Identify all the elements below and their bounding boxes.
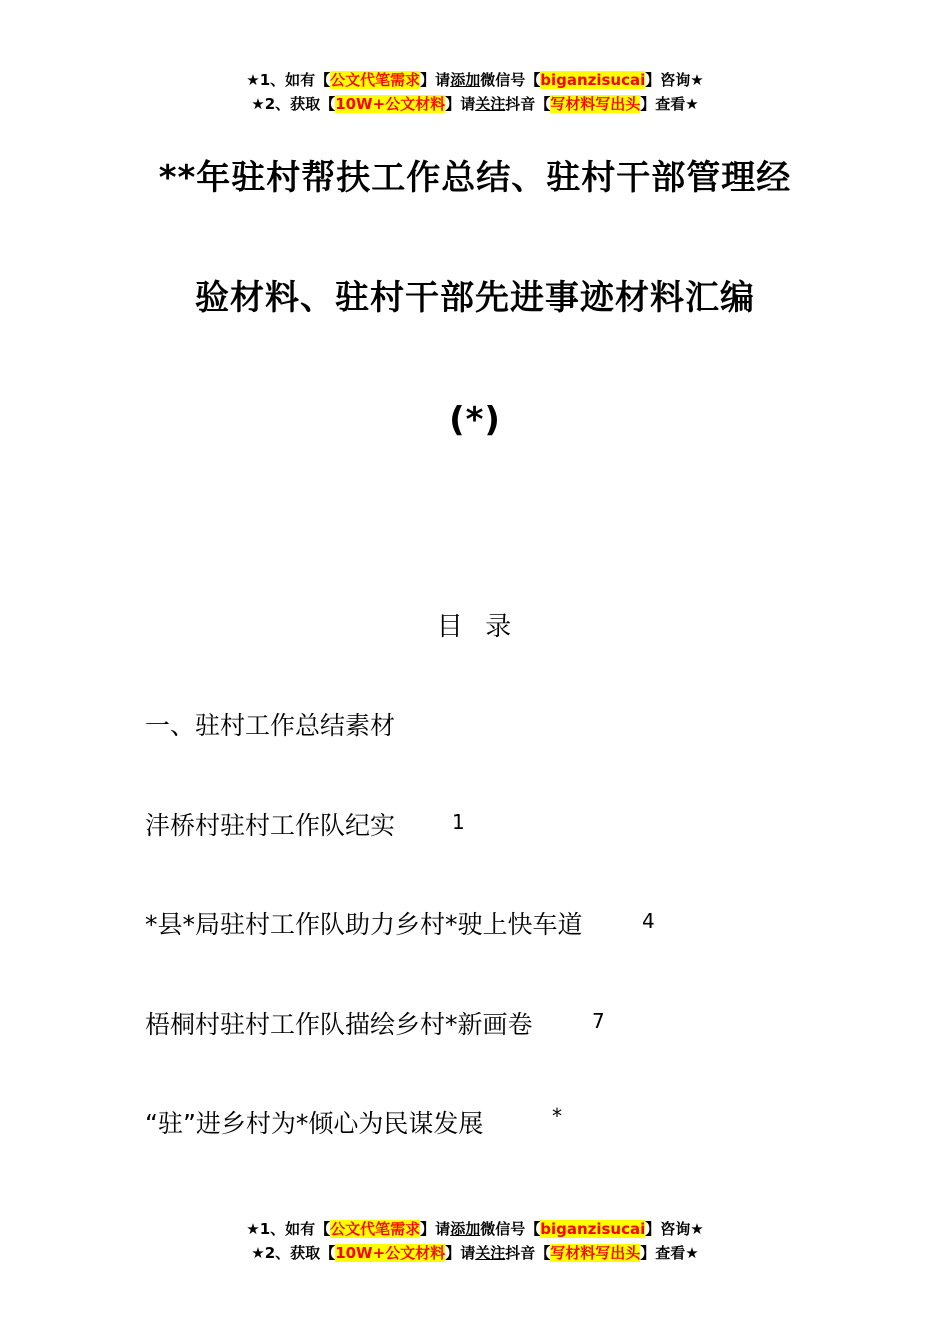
toc-item-title: *县*局驻村工作队助力乡村*驶上快车道 (145, 910, 583, 939)
banner-text: 】请 (420, 1220, 451, 1238)
toc-item-title: 沣桥村驻村工作队纪实 (145, 811, 396, 840)
toc-section-heading: 一、驻村工作总结素材 (145, 711, 396, 740)
toc-item-page: 4 (642, 909, 655, 933)
banner-underline: 添加 (450, 71, 481, 89)
document-title-line-2: 验材料、驻村干部先进事迹材料汇编 (195, 278, 755, 318)
toc-item[interactable] (145, 1005, 605, 1041)
toc-item[interactable] (145, 905, 655, 941)
top-banner (0, 68, 950, 116)
banner-highlight-wechat: biganzisucai (540, 71, 646, 89)
banner-text: 微信号【 (480, 1220, 541, 1238)
banner-highlight-douyin: 写材料写出头 (550, 1244, 641, 1262)
banner-highlight-wechat: biganzisucai (540, 1220, 646, 1238)
toc-item-page: 1 (452, 810, 465, 834)
banner-text: 抖音【 (505, 95, 551, 113)
banner-underline: 添加 (450, 1220, 481, 1238)
banner-text: ★2、获取【 (251, 1244, 336, 1262)
banner-text: ★2、获取【 (251, 95, 336, 113)
banner-line-2 (0, 1241, 950, 1265)
toc-item[interactable] (145, 806, 465, 842)
banner-text: 】咨询★ (645, 1220, 704, 1238)
banner-highlight: 公文代笔需求 (330, 1220, 421, 1238)
banner-underline: 关注 (475, 1244, 506, 1262)
bottom-banner (0, 1217, 950, 1265)
banner-text: 】请 (445, 1244, 476, 1262)
banner-highlight-douyin: 写材料写出头 (550, 95, 641, 113)
toc-item[interactable] (145, 1104, 562, 1140)
banner-line-2 (0, 92, 950, 116)
banner-text: 抖音【 (505, 1244, 551, 1262)
banner-text: ★1、如有【 (246, 71, 331, 89)
banner-highlight: 10W+公文材料 (335, 95, 446, 113)
banner-line-1 (0, 68, 950, 92)
document-title-line-3: (*) (449, 400, 501, 440)
banner-text: 】咨询★ (645, 71, 704, 89)
toc-item-page: 7 (592, 1009, 605, 1033)
banner-text: 】请 (445, 95, 476, 113)
banner-text: 】查看★ (640, 95, 699, 113)
banner-text: 】请 (420, 71, 451, 89)
toc-item-title: 梧桐村驻村工作队描绘乡村*新画卷 (145, 1010, 533, 1039)
toc-item-page: * (552, 1104, 562, 1128)
banner-line-1 (0, 1217, 950, 1241)
banner-text: 微信号【 (480, 71, 541, 89)
banner-highlight: 公文代笔需求 (330, 71, 421, 89)
banner-text: ★1、如有【 (246, 1220, 331, 1238)
banner-text: 】查看★ (640, 1244, 699, 1262)
toc-item-title: “驻”进乡村为*倾心为民谋发展 (145, 1109, 484, 1138)
document-title-line-1: **年驻村帮扶工作总结、驻村干部管理经 (158, 158, 792, 198)
toc-heading: 目 录 (436, 612, 514, 642)
banner-highlight: 10W+公文材料 (335, 1244, 446, 1262)
banner-underline: 关注 (475, 95, 506, 113)
